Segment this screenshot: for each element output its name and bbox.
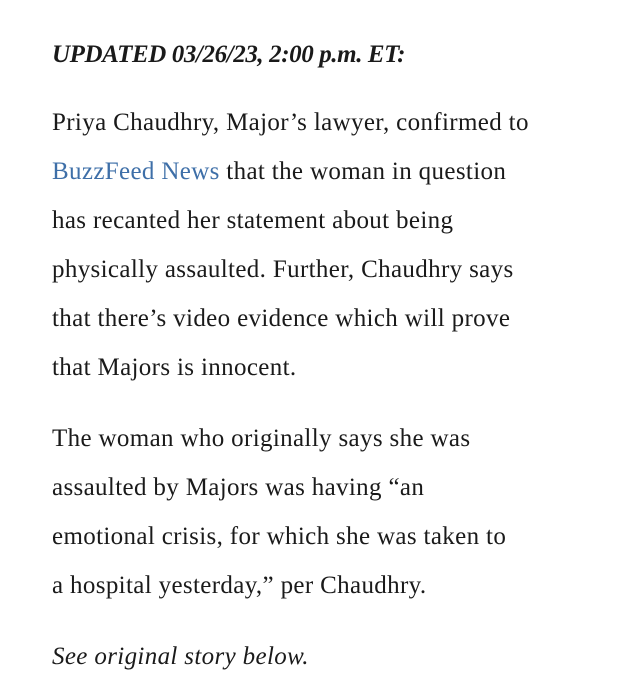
- paragraph-lawyer-confirmation: [52, 98, 604, 392]
- paragraph-2-line-2: assaulted by Majors was having “an: [52, 474, 425, 501]
- paragraph-1-line-3: has recanted her statement about being: [52, 207, 454, 234]
- paragraph-1-line-5: that there’s video evidence which will prove: [52, 305, 511, 332]
- buzzfeed-news-link[interactable]: BuzzFeed News: [52, 158, 220, 185]
- paragraph-1-line-6: that Majors is innocent.: [52, 354, 297, 381]
- paragraph-1-line-2: [52, 147, 604, 196]
- paragraph-2-line-3: emotional crisis, for which she was taken to: [52, 523, 507, 550]
- paragraph-1-line-2-text: that the woman in question: [219, 158, 507, 185]
- paragraph-2-line-4: a hospital yesterday,” per Chaudhry.: [52, 572, 427, 599]
- paragraph-1-line-1: Priya Chaudhry, Major’s lawyer, confirmed to: [52, 109, 529, 136]
- paragraph-emotional-crisis: [52, 414, 604, 610]
- see-original-note: See original story below.: [52, 643, 309, 670]
- paragraph-1-line-4: physically assaulted. Further, Chaudhry says: [52, 256, 514, 283]
- paragraph-2-line-1: The woman who originally says she was: [52, 425, 471, 452]
- update-heading: UPDATED 03/26/23, 2:00 p.m. ET:: [52, 41, 406, 68]
